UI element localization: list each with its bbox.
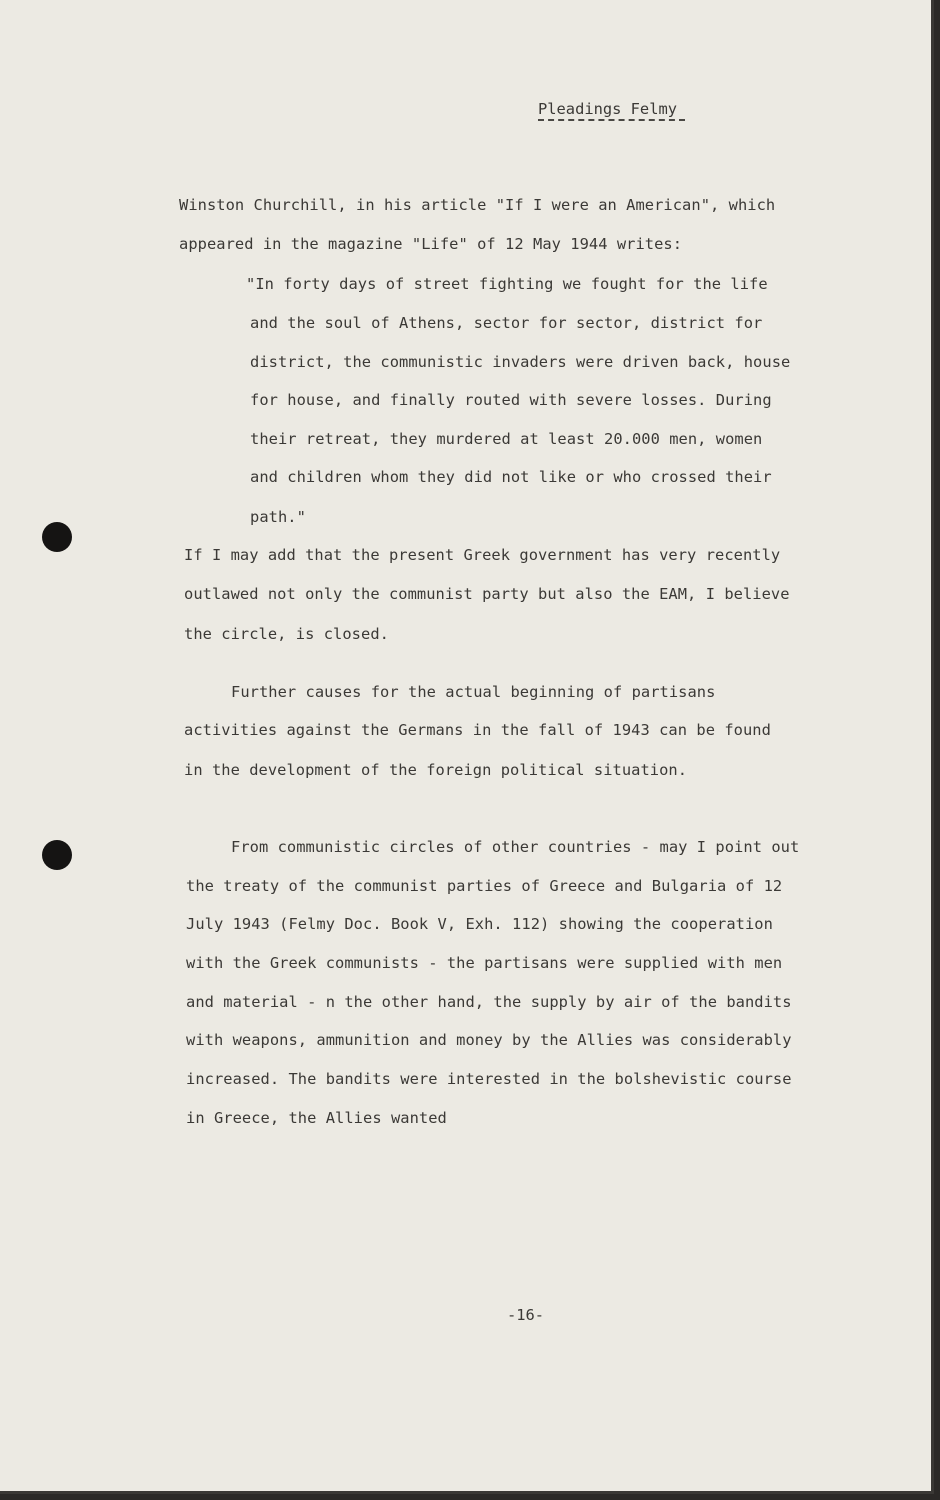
quote-line: path." [250, 508, 306, 526]
text-line: the circle, is closed. [184, 625, 389, 643]
text-line: the treaty of the communist parties of Greece and Bulgaria of 12 [186, 877, 783, 895]
text-line: with weapons, ammunition and money by the Allies was considerably [186, 1031, 792, 1049]
text-line: Further causes for the actual beginning of partisans [231, 683, 716, 701]
text-line: July 1943 (Felmy Doc. Book V, Exh. 112) showing the cooperation [186, 915, 773, 933]
quote-line: and the soul of Athens, sector for sector, district for [250, 314, 763, 332]
quote-line: "In forty days of street fighting we fought for the life [246, 275, 768, 293]
text-line: If I may add that the present Greek government has very recently [184, 546, 781, 564]
text-line: outlawed not only the communist party but also the EAM, I believe [184, 585, 790, 603]
quote-line: and children whom they did not like or who crossed their [250, 468, 772, 486]
quote-line: district, the communistic invaders were driven back, house [250, 353, 791, 371]
punch-hole-top [42, 522, 72, 552]
text-line: Winston Churchill, in his article "If I were an American", which [179, 196, 776, 214]
text-line: increased. The bandits were interested in the bolshevistic course [186, 1070, 792, 1088]
text-line: activities against the Germans in the fall of 1943 can be found [184, 721, 771, 739]
text-line: in the development of the foreign political situation. [184, 761, 688, 779]
text-line: appeared in the magazine "Life" of 12 May 1944 writes: [179, 235, 683, 253]
punch-hole-bottom [42, 840, 72, 870]
document-header: Pleadings Felmy [538, 100, 677, 118]
quote-line: their retreat, they murdered at least 20.000 men, women [250, 430, 763, 448]
quote-line: for house, and finally routed with severe losses. During [250, 391, 772, 409]
text-line: with the Greek communists - the partisans were supplied with men [186, 954, 783, 972]
text-line: From communistic circles of other countries - may I point out [231, 838, 800, 856]
text-line: and material - n the other hand, the supply by air of the bandits [186, 993, 792, 1011]
text-line: in Greece, the Allies wanted [186, 1109, 447, 1127]
page-number: -16- [507, 1306, 545, 1324]
header-underline [538, 119, 685, 121]
